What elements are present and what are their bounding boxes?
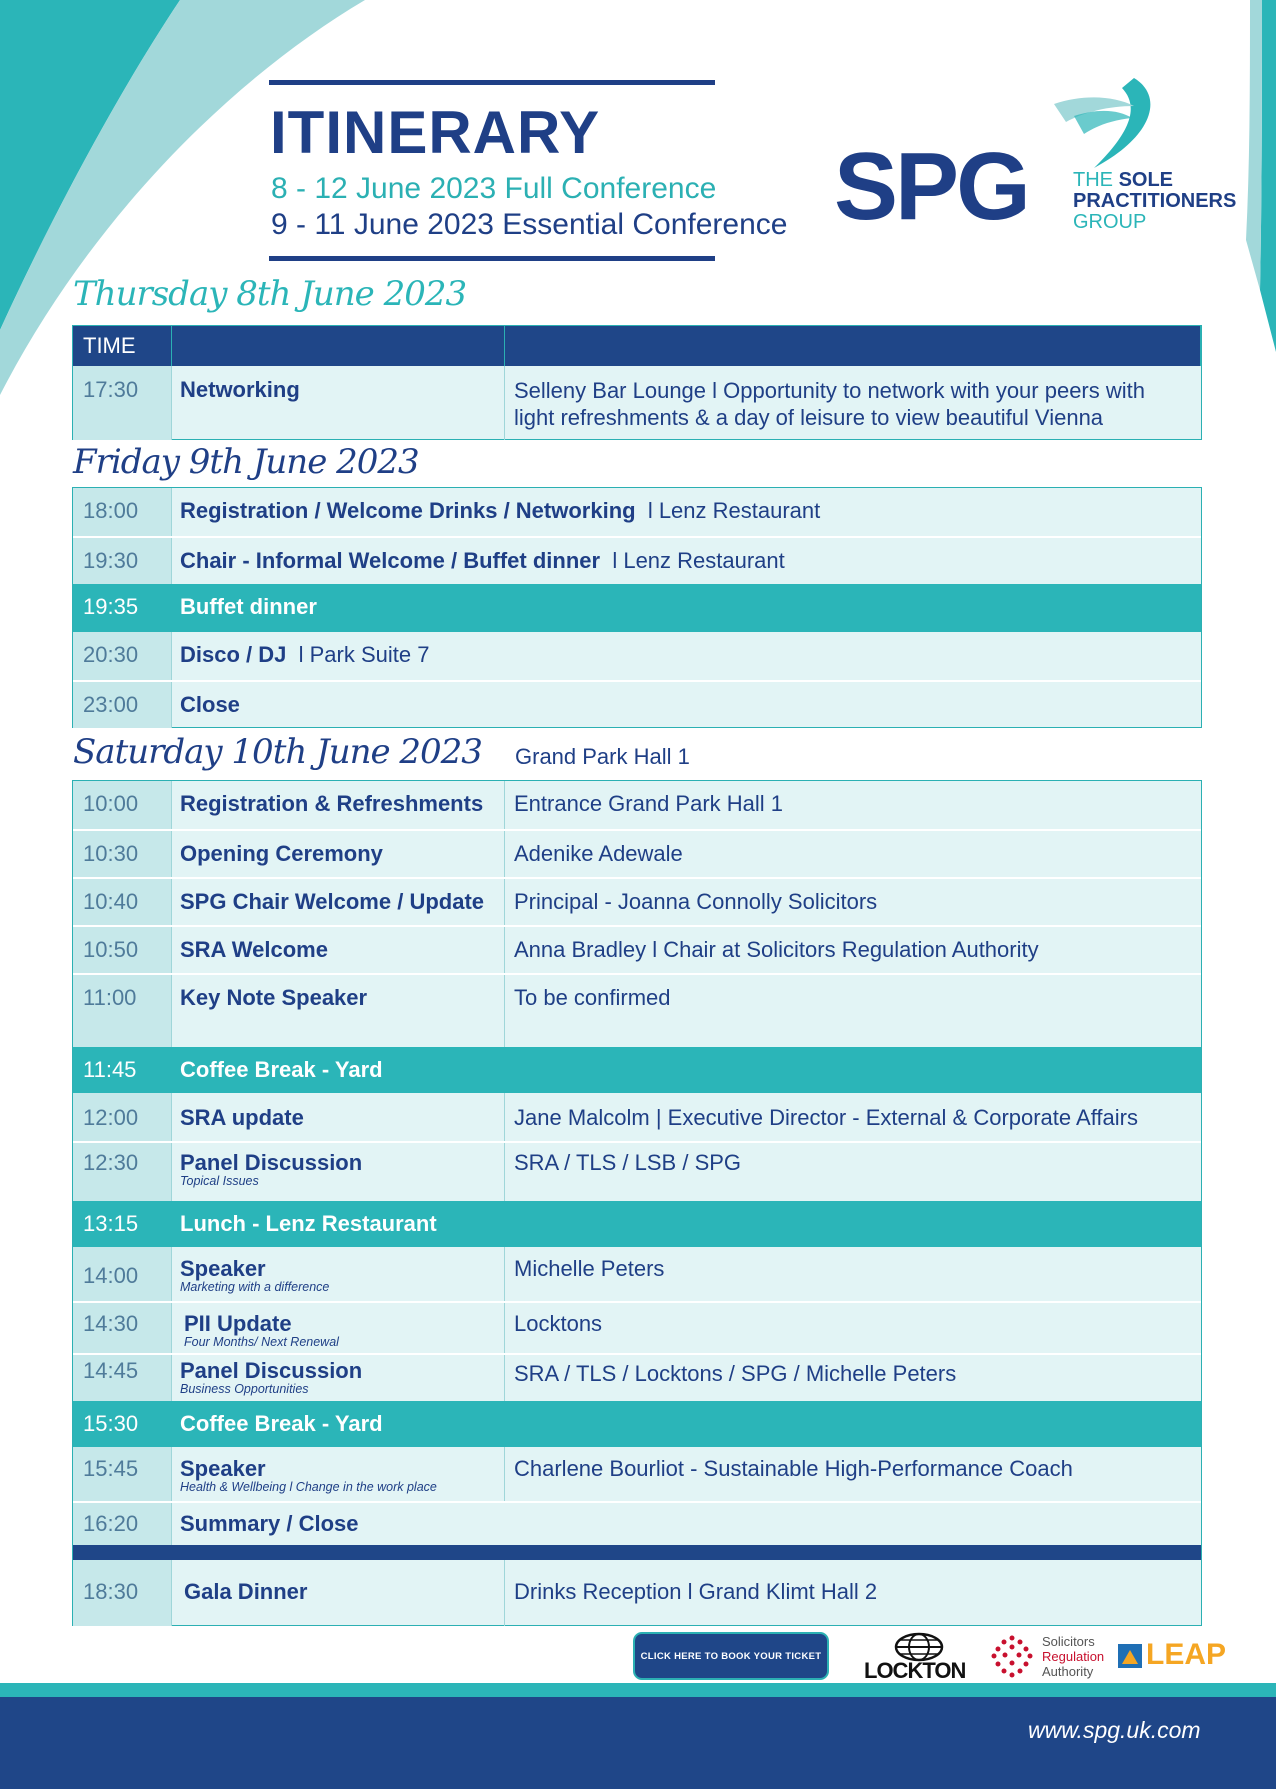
logo-tagline-line2: PRACTITIONERS — [1073, 190, 1237, 212]
row-time: 18:30 — [73, 1560, 172, 1626]
row-title: Panel Discussion — [180, 1358, 363, 1383]
row-time: 23:00 — [73, 682, 172, 728]
table-row — [73, 877, 1201, 925]
table-row-highlight — [73, 1047, 1201, 1093]
table-row — [73, 366, 1201, 440]
row-subtitle: Marketing with a difference — [180, 1280, 330, 1294]
row-title: Speaker — [180, 1256, 266, 1281]
row-subtitle: Four Months/ Next Renewal — [184, 1335, 339, 1349]
sra-dots-icon — [990, 1634, 1034, 1678]
table-row — [73, 925, 1201, 973]
row-time: 13:15 — [73, 1201, 172, 1247]
row-detail: Anna Bradley l Chair at Solicitors Regulation Authority — [514, 937, 1039, 962]
row-time: 10:30 — [73, 831, 172, 877]
logo-tagline-the: THE — [1073, 169, 1119, 191]
row-time: 18:00 — [73, 488, 172, 536]
table-row — [73, 1141, 1201, 1201]
leap-logo — [1118, 1640, 1233, 1674]
logo-tagline-sole: SOLE — [1118, 169, 1174, 191]
table-row — [73, 829, 1201, 877]
sra-logo — [990, 1632, 1105, 1682]
row-detail: Selleny Bar Lounge l Opportunity to network with your peers with light refreshments & a day of leisure to view beautiful Vienna — [514, 378, 1145, 430]
evening-divider — [73, 1545, 1201, 1560]
row-title: Close — [180, 692, 240, 717]
table-header-row — [73, 326, 1201, 366]
day-heading-thursday: Thursday 8th June 2023 — [73, 274, 467, 314]
row-time: 11:00 — [73, 975, 172, 1047]
logo-swoosh-icon — [1014, 76, 1169, 176]
lockton-logo — [862, 1632, 977, 1682]
table-row-highlight — [73, 1401, 1201, 1447]
row-detail: Drinks Reception l Grand Klimt Hall 2 — [514, 1579, 878, 1604]
row-time: 12:30 — [73, 1143, 172, 1201]
row-time: 16:20 — [73, 1503, 172, 1545]
table-row-highlight — [73, 1201, 1201, 1247]
table-row — [73, 1353, 1201, 1401]
table-row — [73, 1447, 1201, 1501]
row-detail: SRA / TLS / LSB / SPG — [514, 1150, 742, 1175]
title-column-header — [172, 326, 505, 366]
row-venue: l Park Suite 7 — [298, 642, 430, 667]
row-time: 19:30 — [73, 538, 172, 584]
row-title: PII Update — [184, 1311, 292, 1336]
row-detail: Entrance Grand Park Hall 1 — [514, 791, 784, 816]
row-title: SPG Chair Welcome / Update — [172, 879, 505, 925]
row-time: 12:00 — [73, 1093, 172, 1141]
table-row — [73, 632, 1201, 680]
row-detail — [505, 1047, 1201, 1093]
header-top-rule — [269, 80, 715, 85]
row-time: 14:45 — [73, 1355, 172, 1401]
row-time: 14:00 — [73, 1247, 172, 1301]
essential-conference-dates: 9 - 11 June 2023 Essential Conference — [271, 208, 788, 241]
row-title: Opening Ceremony — [172, 831, 505, 877]
sra-line3: Authority — [1042, 1664, 1094, 1679]
row-title: Coffee Break - Yard — [172, 1401, 1201, 1447]
sra-line1: Solicitors — [1042, 1634, 1095, 1649]
row-time: 19:35 — [73, 584, 172, 632]
row-detail: Jane Malcolm | Executive Director - External & Corporate Affairs — [514, 1105, 1138, 1130]
row-venue: l Lenz Restaurant — [612, 548, 785, 573]
row-title: Registration & Refreshments — [172, 781, 505, 829]
table-row — [73, 1247, 1201, 1301]
row-subtitle: Business Opportunities — [180, 1382, 309, 1396]
full-conference-dates: 8 - 12 June 2023 Full Conference — [271, 172, 717, 205]
row-title: Speaker — [180, 1456, 266, 1481]
table-row — [73, 1560, 1201, 1626]
logo-wordmark: SPG — [834, 133, 1028, 240]
row-time: 10:50 — [73, 927, 172, 973]
row-time: 15:45 — [73, 1447, 172, 1501]
page-title: ITINERARY — [270, 99, 601, 166]
row-venue: l Lenz Restaurant — [647, 498, 821, 523]
row-title: SRA update — [172, 1093, 505, 1141]
row-detail: To be confirmed — [514, 985, 671, 1010]
table-row — [73, 680, 1201, 728]
table-row — [73, 1093, 1201, 1141]
row-time: 17:30 — [73, 366, 172, 440]
row-time: 20:30 — [73, 632, 172, 680]
row-title: Disco / DJ — [180, 642, 287, 667]
row-time: 10:00 — [73, 781, 172, 829]
row-detail: Adenike Adewale — [514, 841, 683, 866]
row-title: Panel Discussion — [180, 1150, 363, 1175]
saturday-table — [72, 780, 1202, 1626]
header-bottom-rule — [269, 256, 715, 261]
row-time: 14:30 — [73, 1303, 172, 1353]
leap-mark-icon — [1118, 1644, 1142, 1668]
row-title: Gala Dinner — [172, 1560, 505, 1626]
friday-table — [72, 487, 1202, 728]
row-title: Registration / Welcome Drinks / Networking — [180, 498, 636, 523]
row-detail: Principal - Joanna Connolly Solicitors — [514, 889, 878, 914]
table-row — [73, 1301, 1201, 1353]
logo-tagline-line3: GROUP — [1073, 211, 1147, 233]
row-title: Coffee Break - Yard — [172, 1047, 505, 1093]
table-row — [73, 781, 1201, 829]
detail-column-header — [505, 326, 1201, 366]
row-title: Buffet dinner — [172, 584, 1201, 632]
lockton-wordmark: LOCKTON — [864, 1658, 966, 1683]
logo-tagline-line1 — [1073, 170, 1173, 191]
row-title: Chair - Informal Welcome / Buffet dinner — [180, 548, 601, 573]
table-row-highlight — [73, 584, 1201, 632]
row-detail — [505, 1201, 1201, 1247]
row-detail: Locktons — [514, 1311, 603, 1336]
table-row — [73, 536, 1201, 584]
row-subtitle: Topical Issues — [180, 1174, 259, 1188]
leap-wordmark: LEAP — [1146, 1638, 1227, 1671]
footer-teal-strip — [0, 1683, 1276, 1697]
table-row — [73, 1501, 1201, 1545]
thursday-table — [72, 325, 1202, 440]
row-time: 15:30 — [73, 1401, 172, 1447]
row-detail: Michelle Peters — [514, 1256, 665, 1281]
row-title: Networking — [172, 366, 505, 440]
book-ticket-button[interactable]: CLICK HERE TO BOOK YOUR TICKET — [633, 1632, 829, 1680]
row-subtitle: Health & Wellbeing l Change in the work place — [180, 1480, 437, 1494]
website-link[interactable]: www.spg.uk.com — [1028, 1717, 1201, 1743]
row-time: 10:40 — [73, 879, 172, 925]
row-title: Lunch - Lenz Restaurant — [172, 1201, 505, 1247]
day-heading-friday: Friday 9th June 2023 — [73, 442, 419, 482]
row-title: Summary / Close — [180, 1511, 359, 1536]
row-title: Key Note Speaker — [172, 975, 505, 1047]
saturday-venue: Grand Park Hall 1 — [515, 744, 690, 769]
row-detail: SRA / TLS / Locktons / SPG / Michelle Peters — [514, 1361, 957, 1386]
table-row — [73, 973, 1201, 1047]
row-time: 11:45 — [73, 1047, 172, 1093]
sra-line2: Regulation — [1042, 1649, 1105, 1664]
time-column-header: TIME — [73, 326, 172, 366]
row-title: SRA Welcome — [172, 927, 505, 973]
day-heading-saturday: Saturday 10th June 2023 — [73, 732, 482, 772]
table-row — [73, 488, 1201, 536]
row-detail: Charlene Bourliot - Sustainable High-Performance Coach — [514, 1456, 1073, 1481]
